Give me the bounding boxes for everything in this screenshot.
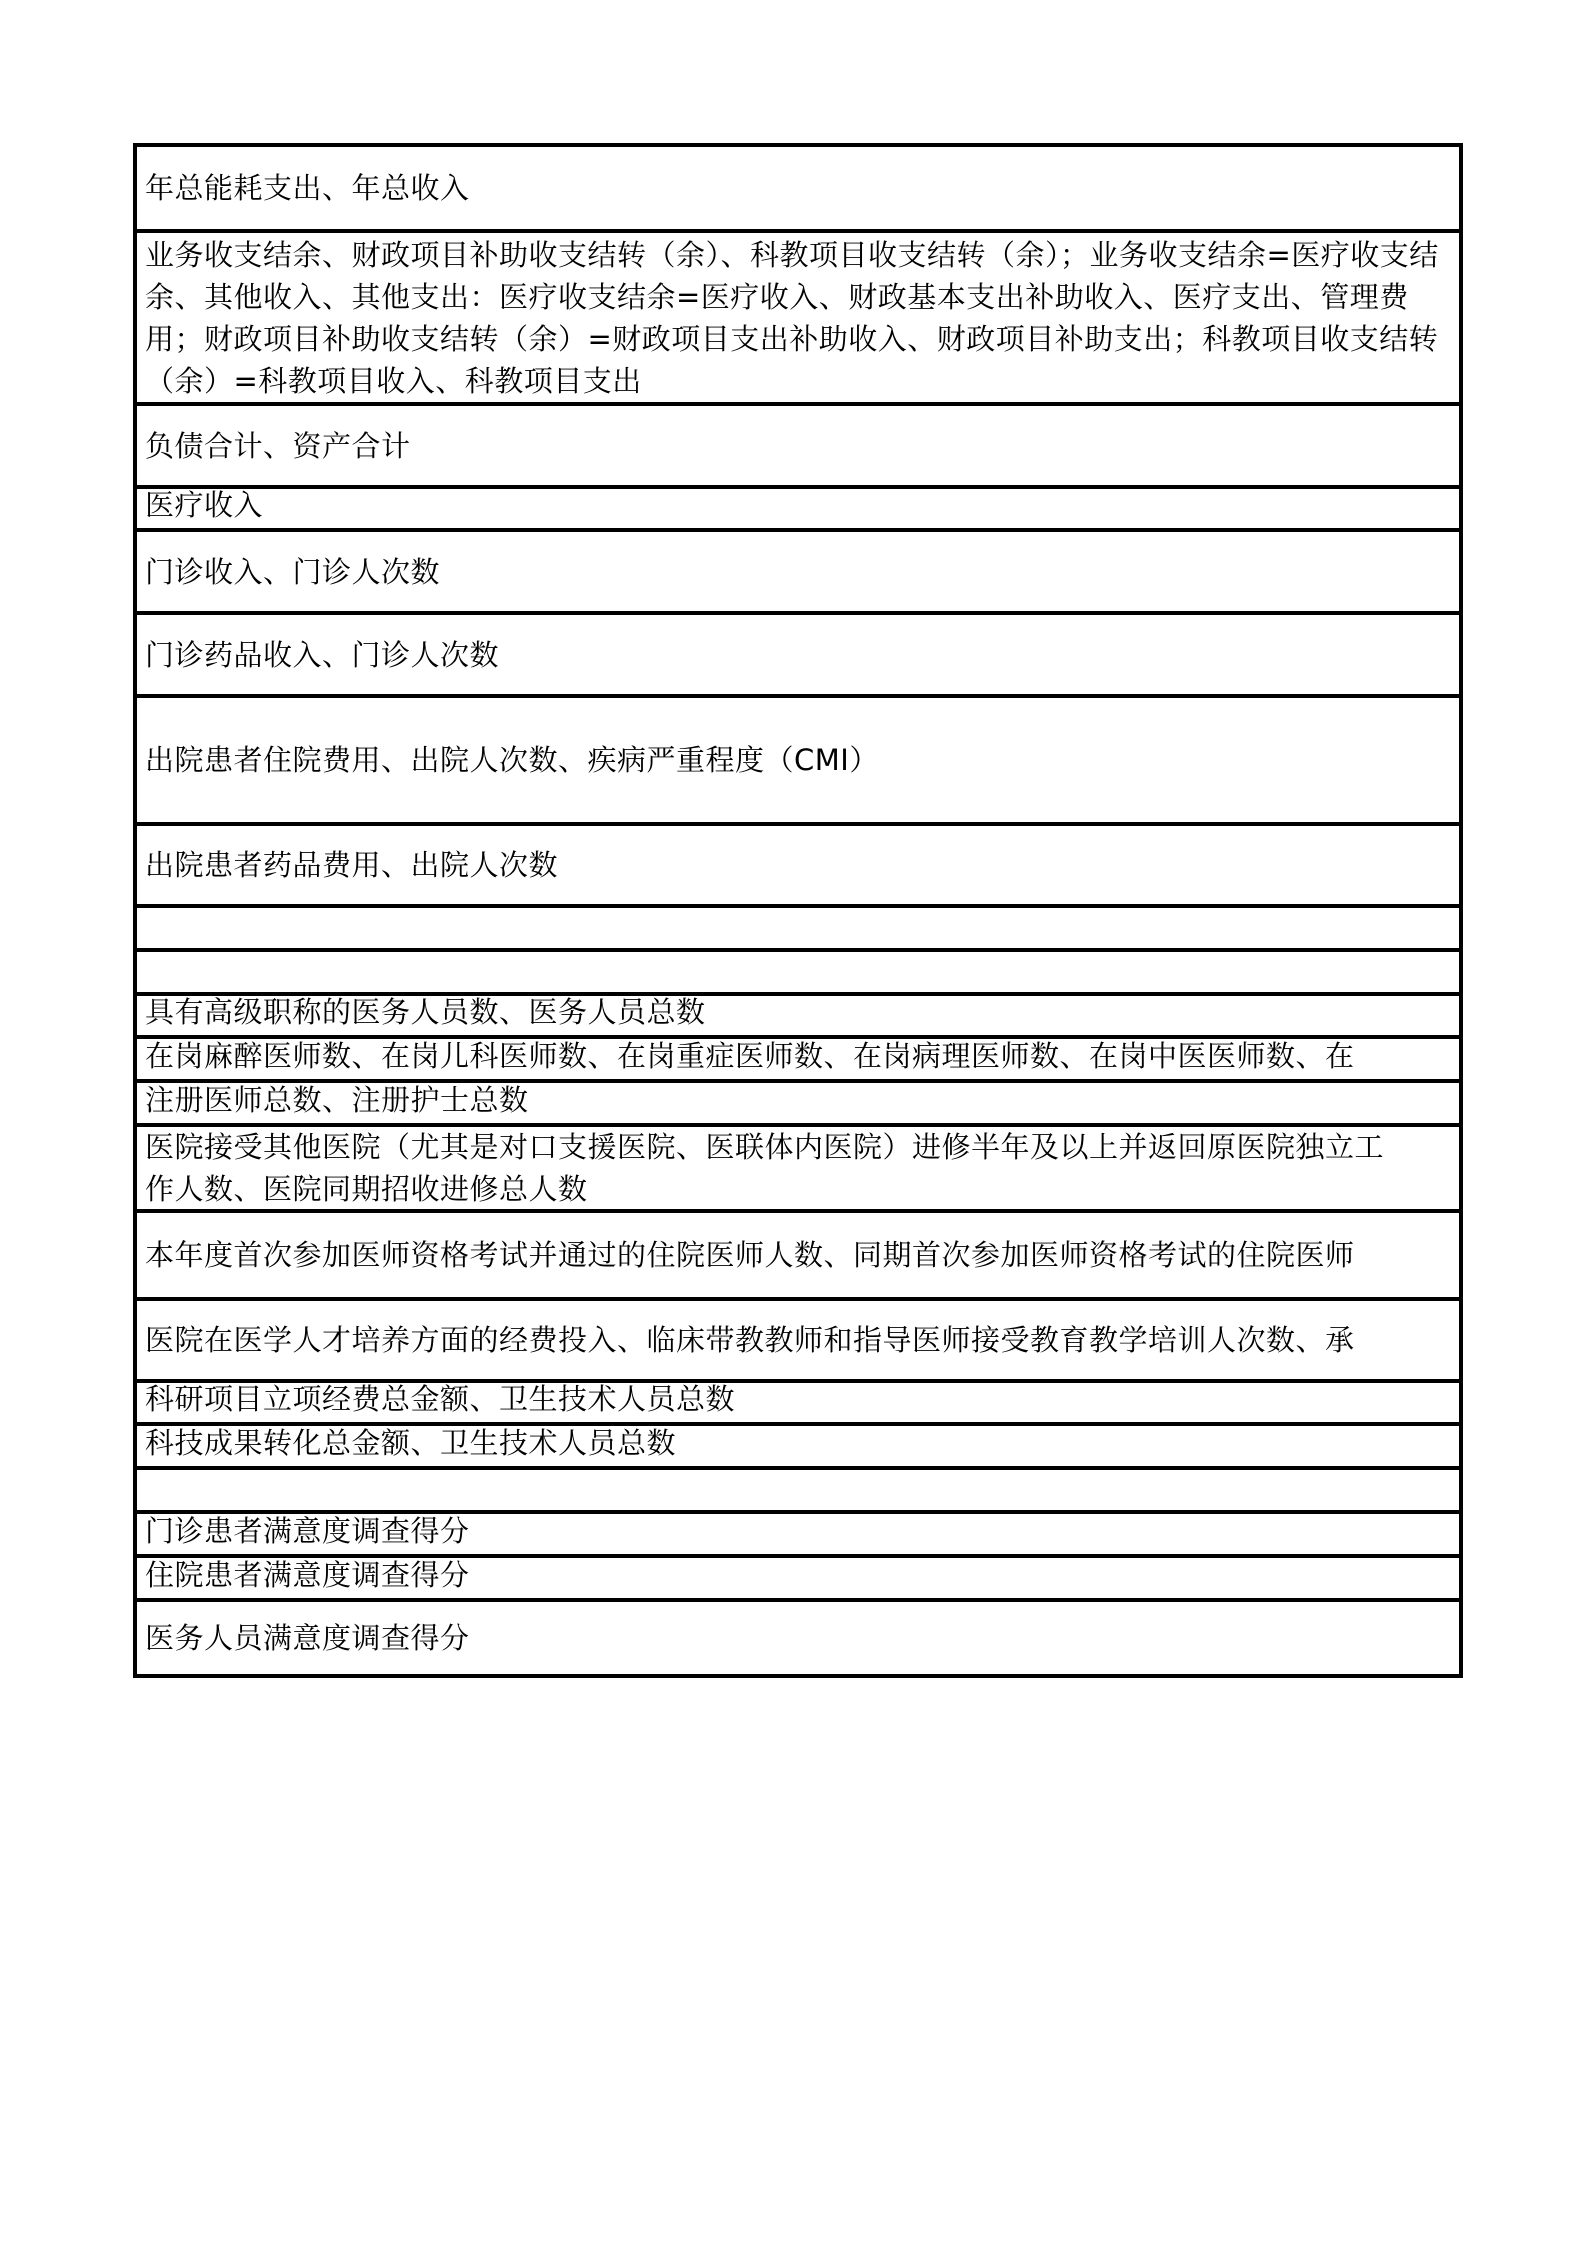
table-row (137, 147, 1459, 229)
table-cell: 医院接受其他医院（尤其是对口支援医院、医联体内医院）进修半年及以上并返回原医院独立工作人数、医院同期招收进修总人数 (145, 1130, 1385, 1206)
table-row (137, 1422, 1459, 1466)
table-row (137, 1209, 1459, 1297)
table-row (137, 1598, 1459, 1674)
table-row (137, 694, 1459, 822)
table-row (137, 1035, 1459, 1079)
table-row (137, 1123, 1459, 1209)
table-cell: 业务收支结余、财政项目补助收支结转（余）、科教项目收支结转（余）；业务收支结余=医疗收支结余、其他收入、其他支出：医疗收支结余=医疗收入、财政基本支出补助收入、医疗支出、管理费用；财政项目补助收支结转（余）=财政项目支出补助收入、财政项目补助支出；科教项目收支结转（余）=科教项目收入、科教项目支出 (145, 237, 1439, 398)
table-cell: 出院患者药品费用、出院人次数 (145, 848, 559, 882)
table-row (137, 528, 1459, 611)
table-row (137, 992, 1459, 1035)
table-cell: 本年度首次参加医师资格考试并通过的住院医师人数、同期首次参加医师资格考试的住院医师 (145, 1238, 1355, 1272)
table-cell: 门诊患者满意度调查得分 (145, 1514, 470, 1548)
table-row (137, 485, 1459, 528)
table-cell: 医疗收入 (145, 488, 264, 522)
table-row (137, 948, 1459, 992)
table-cell: 出院患者住院费用、出院人次数、疾病严重程度（CMI） (145, 743, 879, 777)
table-row (137, 402, 1459, 485)
table-cell: 医院在医学人才培养方面的经费投入、临床带教教师和指导医师接受教育教学培训人次数、承 (145, 1323, 1355, 1357)
table-cell: 年总能耗支出、年总收入 (145, 171, 470, 205)
table-cell: 住院患者满意度调查得分 (145, 1558, 470, 1592)
table-row (137, 1079, 1459, 1123)
table-cell: 门诊收入、门诊人次数 (145, 554, 441, 589)
table-row (137, 1466, 1459, 1510)
table-row (137, 1510, 1459, 1554)
table-row (137, 822, 1459, 904)
table-cell: 医务人员满意度调查得分 (145, 1621, 470, 1655)
table-cell: 科技成果转化总金额、卫生技术人员总数 (145, 1426, 677, 1460)
table-cell: 门诊药品收入、门诊人次数 (145, 637, 500, 672)
table-row (137, 1297, 1459, 1379)
table-cell: 注册医师总数、注册护士总数 (145, 1083, 529, 1117)
table-row (137, 1554, 1459, 1598)
table-row (137, 611, 1459, 694)
table-cell: 科研项目立项经费总金额、卫生技术人员总数 (145, 1382, 736, 1416)
indicator-data-table (133, 143, 1463, 1678)
table-cell: 负债合计、资产合计 (145, 428, 411, 463)
table-row (137, 1379, 1459, 1422)
table-cell: 具有高级职称的医务人员数、医务人员总数 (145, 995, 706, 1029)
table-cell: 在岗麻醉医师数、在岗儿科医师数、在岗重症医师数、在岗病理医师数、在岗中医医师数、在 (145, 1039, 1355, 1073)
table-row (137, 229, 1459, 402)
table-row (137, 904, 1459, 948)
